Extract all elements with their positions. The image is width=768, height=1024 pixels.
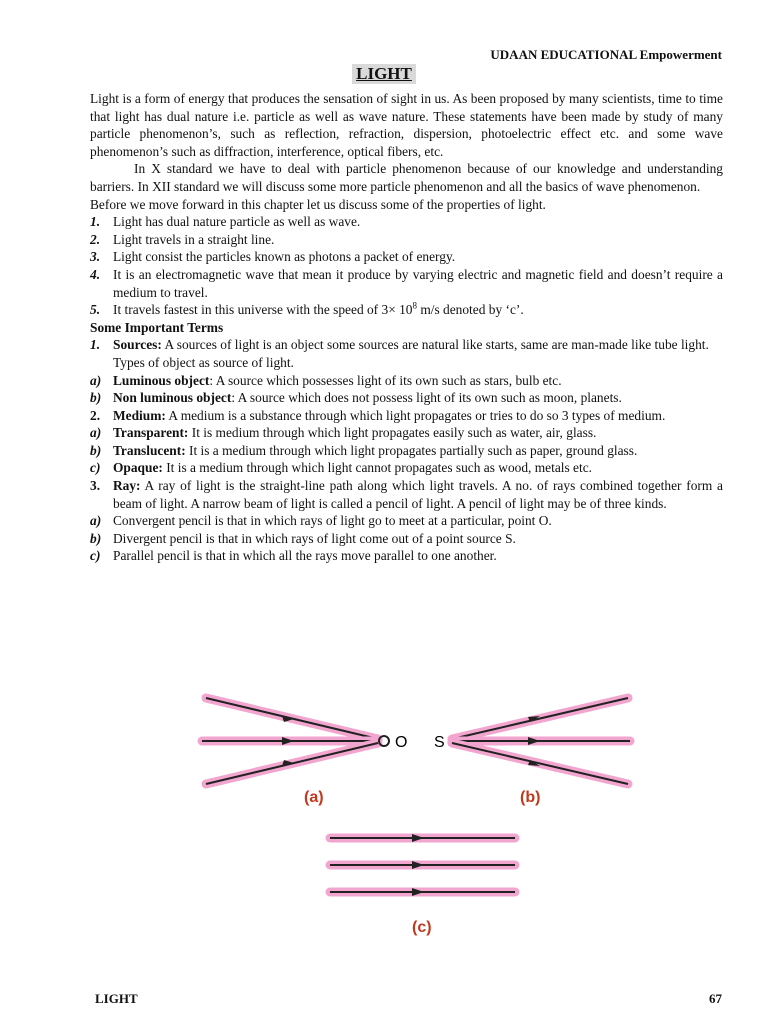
content bbox=[90, 90, 723, 565]
term-definition: It is a medium through which light cannot propagates such as wood, metals etc. bbox=[162, 460, 593, 476]
intro-paragraph-3: Before we move forward in this chapter let us discuss some of the properties of light. bbox=[90, 196, 546, 212]
sub-item bbox=[90, 530, 723, 548]
list-marker: 2. bbox=[90, 231, 101, 247]
list-marker: 3. bbox=[90, 249, 101, 265]
term-definition: : A source which does not possess light of its own such as moon, planets. bbox=[231, 390, 622, 406]
list-marker: c) bbox=[90, 548, 101, 564]
property-text: Light consist the particles known as photons a packet of energy. bbox=[113, 249, 456, 265]
term-definition: A ray of light is the straight-line path along which light travels. A no. of rays combined together form a beam of light. A narrow beam of light is called a pencil of light. A pencil of light may be of three kinds. bbox=[113, 478, 723, 511]
sub-item bbox=[90, 424, 723, 442]
property-item bbox=[90, 213, 723, 231]
list-marker: b) bbox=[90, 442, 102, 458]
term-label: Luminous object bbox=[113, 372, 210, 388]
speed-unit-text: m/s denoted by ‘c’. bbox=[416, 302, 524, 318]
term-definition: It is a medium through which light propagates partially such as paper, ground glass. bbox=[185, 442, 638, 458]
property-text: It is an electromagnetic wave that mean it produce by varying electric and magnetic field and doesn’t require a medium to travel. bbox=[113, 266, 723, 300]
list-marker: c) bbox=[90, 460, 101, 476]
sub-item bbox=[90, 372, 723, 390]
intro-paragraph-2: In X standard we have to deal with particle phenomenon because of our knowledge and understanding barriers. In XII standard we will discuss some more particle phenomenon and all the basics of wave phenomenon. bbox=[90, 161, 723, 194]
list-marker: a) bbox=[90, 425, 102, 441]
list-marker: a) bbox=[90, 513, 102, 529]
list-marker: 1. bbox=[90, 337, 101, 353]
term-label: Medium: bbox=[113, 407, 166, 423]
term-label: Ray: bbox=[113, 478, 141, 494]
term-definition: A sources of light is an object some sources are natural like starts, same are man-made like tube light. bbox=[161, 337, 709, 353]
footer-chapter: LIGHT bbox=[95, 991, 138, 1006]
sub-item bbox=[90, 547, 723, 565]
term-label: Transparent: bbox=[113, 425, 189, 441]
sub-item-text bbox=[113, 424, 723, 442]
property-text: Light has dual nature particle as well as wave. bbox=[113, 214, 361, 230]
speed-text: It travels fastest in this universe with the speed of 3× 10 bbox=[113, 302, 413, 318]
term-label: Opaque: bbox=[113, 460, 163, 476]
term-text bbox=[113, 407, 723, 425]
term-text bbox=[113, 477, 723, 512]
convergent-rays bbox=[202, 698, 407, 806]
term-item-medium bbox=[90, 407, 723, 425]
term-definition: A medium is a substance through which light propagates or tries to do so 3 types of medium. bbox=[165, 407, 666, 423]
label-a: (a) bbox=[304, 789, 324, 806]
speed-exponent: 8 bbox=[412, 300, 417, 311]
sub-item-text: Parallel pencil is that in which all the rays move parallel to one another. bbox=[113, 548, 497, 564]
term-definition: It is medium through which light propagates easily such as water, air, glass. bbox=[188, 425, 597, 441]
list-marker: 4. bbox=[90, 266, 101, 282]
parallel-rays bbox=[330, 834, 515, 936]
term-label: Non luminous object bbox=[113, 390, 232, 406]
sub-item-text: Divergent pencil is that in which rays of light come out of a point source S. bbox=[113, 530, 516, 546]
sub-item bbox=[90, 389, 723, 407]
sub-item-text bbox=[113, 389, 723, 407]
sub-item bbox=[90, 459, 723, 477]
list-marker: b) bbox=[90, 390, 102, 406]
list-marker: 2. bbox=[90, 407, 101, 423]
term-item-sources bbox=[90, 336, 723, 354]
point-o-label: O bbox=[395, 734, 408, 751]
divergent-rays bbox=[434, 698, 630, 806]
sources-subline: Types of object as source of light. bbox=[113, 354, 294, 370]
property-text bbox=[113, 301, 723, 319]
term-label: Translucent: bbox=[113, 442, 186, 458]
page-title-wrap bbox=[0, 64, 768, 84]
label-c: (c) bbox=[412, 919, 432, 936]
property-item bbox=[90, 248, 723, 266]
term-definition: : A source which possesses light of its own such as stars, bulb etc. bbox=[209, 372, 562, 388]
list-marker: 1. bbox=[90, 214, 101, 230]
term-item-ray bbox=[90, 477, 723, 512]
sub-item-text: Convergent pencil is that in which rays of light go to meet at a particular, point O. bbox=[113, 513, 552, 529]
divergent-ray-upper bbox=[452, 698, 628, 739]
term-text bbox=[113, 336, 723, 354]
light-pencils-figure bbox=[190, 676, 640, 946]
header-org: UDAAN EDUCATIONAL Empowerment bbox=[490, 47, 722, 62]
page-number: 67 bbox=[709, 991, 722, 1006]
list-marker: 3. bbox=[90, 478, 101, 494]
page-title: LIGHT bbox=[352, 64, 416, 84]
divergent-ray-lower bbox=[452, 743, 628, 784]
term-label: Sources: bbox=[113, 337, 162, 353]
property-item bbox=[90, 266, 723, 301]
intro-paragraph-1: Light is a form of energy that produces the sensation of sight in us. As been proposed by many scientists, time to time that light has dual nature i.e. particle as well as wave nature. These statements have been made by study of many particle phenomenon’s, such as reflection, refraction, dispersion, photoelectric effect etc. and some wave phenomenon’s such as diffraction, interference, optical fibers, etc. bbox=[90, 91, 723, 159]
sub-item-text bbox=[113, 459, 723, 477]
label-b: (b) bbox=[520, 789, 541, 806]
sub-item bbox=[90, 512, 723, 530]
property-item bbox=[90, 301, 723, 319]
sub-item-text bbox=[113, 442, 723, 460]
sub-item-text bbox=[113, 372, 723, 390]
list-marker: a) bbox=[90, 372, 102, 388]
point-s-label: S bbox=[434, 734, 445, 751]
list-marker: b) bbox=[90, 530, 102, 546]
sub-item bbox=[90, 442, 723, 460]
property-text: Light travels in a straight line. bbox=[113, 231, 275, 247]
section-heading: Some Important Terms bbox=[90, 319, 224, 335]
list-marker: 5. bbox=[90, 302, 101, 318]
property-item bbox=[90, 231, 723, 249]
